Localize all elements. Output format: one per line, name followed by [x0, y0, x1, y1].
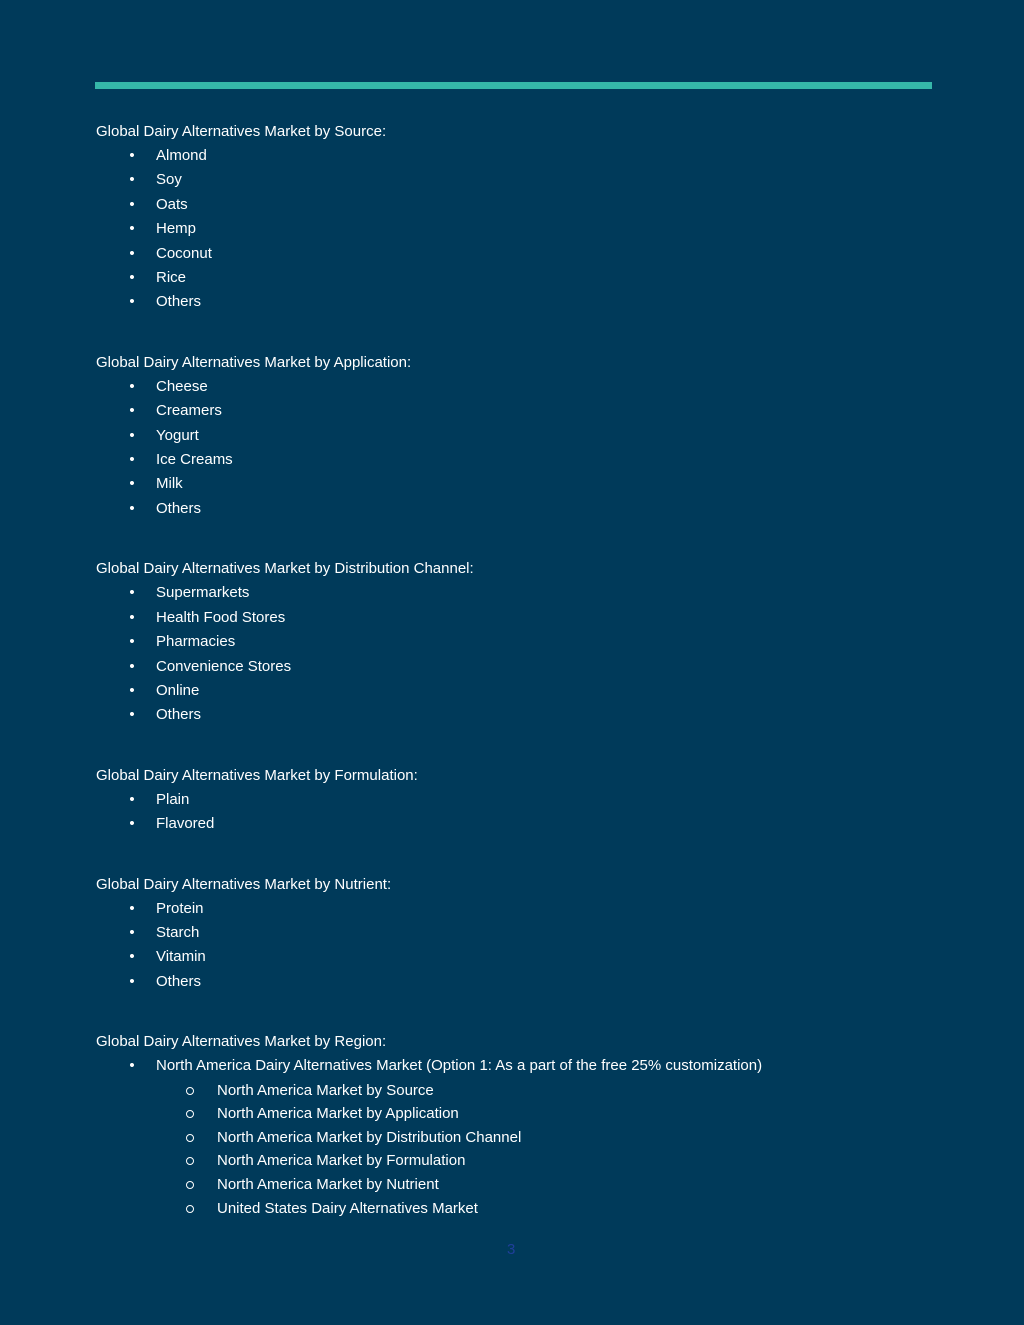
list-item-text: Ice Creams: [156, 451, 233, 469]
bullet-icon: •: [129, 244, 135, 262]
list-item-text: Online: [156, 681, 200, 699]
list-item: [96, 497, 956, 521]
list-item: [96, 266, 956, 290]
bullet-icon: •: [129, 948, 135, 966]
list-item-text: Others: [156, 499, 202, 517]
list-item: [96, 242, 956, 266]
list-item-text: Starch: [156, 923, 200, 941]
list-item-text: Yogurt: [156, 426, 199, 444]
section-title: Global Dairy Alternatives Market by Formulation:: [96, 766, 418, 784]
list-item: [96, 788, 956, 812]
list-item: [96, 655, 956, 679]
list-item: [96, 168, 956, 192]
section-formulation: [96, 764, 956, 837]
list-item-text: Health Food Stores: [156, 608, 286, 626]
bullet-icon: •: [129, 293, 135, 311]
bullet-icon: •: [129, 657, 135, 675]
bullet-list: [96, 897, 956, 995]
bullet-icon: •: [129, 499, 135, 517]
bullet-icon: •: [129, 195, 135, 213]
list-item-text: Pharmacies: [156, 633, 236, 651]
bullet-icon: •: [129, 475, 135, 493]
list-item: [96, 290, 956, 314]
list-item-text: Oats: [156, 195, 188, 213]
list-item-text: Almond: [156, 147, 207, 164]
list-item: [96, 424, 956, 448]
section-distribution-channel: [96, 557, 956, 727]
list-item: [96, 1054, 956, 1220]
hollow-bullet-icon: [186, 1157, 194, 1165]
page-number: 3: [507, 1241, 516, 1258]
list-item-text: Others: [156, 293, 202, 311]
bullet-icon: •: [129, 923, 135, 941]
list-item: [96, 581, 956, 605]
sub-list-item-text: United States Dairy Alternatives Market: [217, 1199, 478, 1217]
bullet-icon: •: [129, 790, 135, 808]
bullet-list: [96, 788, 956, 837]
hollow-bullet-icon: [186, 1087, 194, 1095]
bullet-icon: •: [129, 972, 135, 990]
hollow-bullet-icon: [186, 1110, 194, 1118]
bullet-icon: •: [129, 681, 135, 699]
sub-list-item: [96, 1102, 956, 1126]
list-item: [96, 606, 956, 630]
list-item: [96, 448, 956, 472]
bullet-icon: •: [129, 899, 135, 917]
list-item: [96, 399, 956, 423]
sub-list-item-text: North America Market by Formulation: [217, 1152, 466, 1170]
document-body: [96, 120, 956, 1256]
list-item-line: [96, 1054, 956, 1078]
bullet-icon: •: [129, 584, 135, 602]
list-item-text: Soy: [156, 171, 182, 189]
bullet-icon: •: [129, 171, 135, 189]
list-item: [96, 375, 956, 399]
bullet-icon: •: [129, 633, 135, 651]
list-item-text: Vitamin: [156, 948, 206, 966]
sub-list-item-text: North America Market by Distribution Channel: [217, 1128, 522, 1146]
bullet-icon: •: [129, 426, 135, 444]
bullet-icon: •: [129, 608, 135, 626]
list-item: [96, 679, 956, 703]
bullet-list: [96, 581, 956, 727]
list-item: [96, 897, 956, 921]
bullet-icon: •: [129, 269, 135, 287]
bullet-list: [96, 375, 956, 521]
sub-list-item-text: North America Market by Nutrient: [217, 1175, 439, 1193]
list-item: [96, 472, 956, 496]
bullet-icon: •: [129, 377, 135, 395]
sub-list-item: [96, 1197, 956, 1221]
section-title: Global Dairy Alternatives Market by Source:: [96, 123, 387, 140]
hollow-bullet-icon: [186, 1205, 194, 1213]
section-nutrient: [96, 873, 956, 995]
list-item: [96, 217, 956, 241]
sub-list-item: [96, 1149, 956, 1173]
section-application: [96, 351, 956, 521]
list-item-text: Rice: [156, 269, 187, 287]
list-item: [96, 144, 956, 168]
sub-list-item: [96, 1126, 956, 1150]
list-item-text: Creamers: [156, 402, 222, 420]
bullet-list: [96, 1054, 956, 1220]
section-title: Global Dairy Alternatives Market by Nutrient:: [96, 875, 392, 893]
list-item-text: Protein: [156, 899, 204, 917]
section-title: Global Dairy Alternatives Market by Application:: [96, 353, 412, 371]
sub-list-item-text: North America Market by Source: [217, 1081, 434, 1099]
list-item-text: Convenience Stores: [156, 657, 292, 675]
bullet-icon: •: [129, 1057, 135, 1075]
section-title: Global Dairy Alternatives Market by Region:: [96, 1033, 387, 1051]
bullet-icon: •: [129, 147, 135, 164]
list-item-text: Others: [156, 706, 202, 724]
sub-list-item: [96, 1173, 956, 1197]
hollow-bullet-icon: [186, 1181, 194, 1189]
sub-list-item: [96, 1079, 956, 1103]
list-item-text: Milk: [156, 475, 183, 493]
header-divider: [95, 82, 932, 89]
list-item-text: Flavored: [156, 815, 215, 833]
bullet-icon: •: [129, 706, 135, 724]
list-item-text: Others: [156, 972, 202, 990]
bullet-icon: •: [129, 220, 135, 238]
bullet-icon: •: [129, 815, 135, 833]
list-item: [96, 970, 956, 994]
list-item: [96, 630, 956, 654]
list-item-text: Plain: [156, 790, 190, 808]
list-item: [96, 812, 956, 836]
bullet-list: [96, 144, 956, 315]
list-item: [96, 703, 956, 727]
list-item: [96, 945, 956, 969]
section-title: Global Dairy Alternatives Market by Distribution Channel:: [96, 560, 474, 578]
list-item-text: Coconut: [156, 244, 212, 262]
list-item-text: Supermarkets: [156, 584, 250, 602]
list-item-text: Hemp: [156, 220, 197, 238]
list-item-text: North America Dairy Alternatives Market (Option 1: As a part of the free 25% customization): [156, 1057, 763, 1075]
hollow-bullet-icon: [186, 1134, 194, 1142]
bullet-icon: •: [129, 402, 135, 420]
list-item-text: Cheese: [156, 377, 208, 395]
section-region: [96, 1030, 956, 1220]
bullet-icon: •: [129, 451, 135, 469]
list-item: [96, 921, 956, 945]
sub-list: [96, 1079, 956, 1221]
list-item: [96, 193, 956, 217]
section-source: [96, 120, 956, 315]
sub-list-item-text: North America Market by Application: [217, 1105, 459, 1123]
